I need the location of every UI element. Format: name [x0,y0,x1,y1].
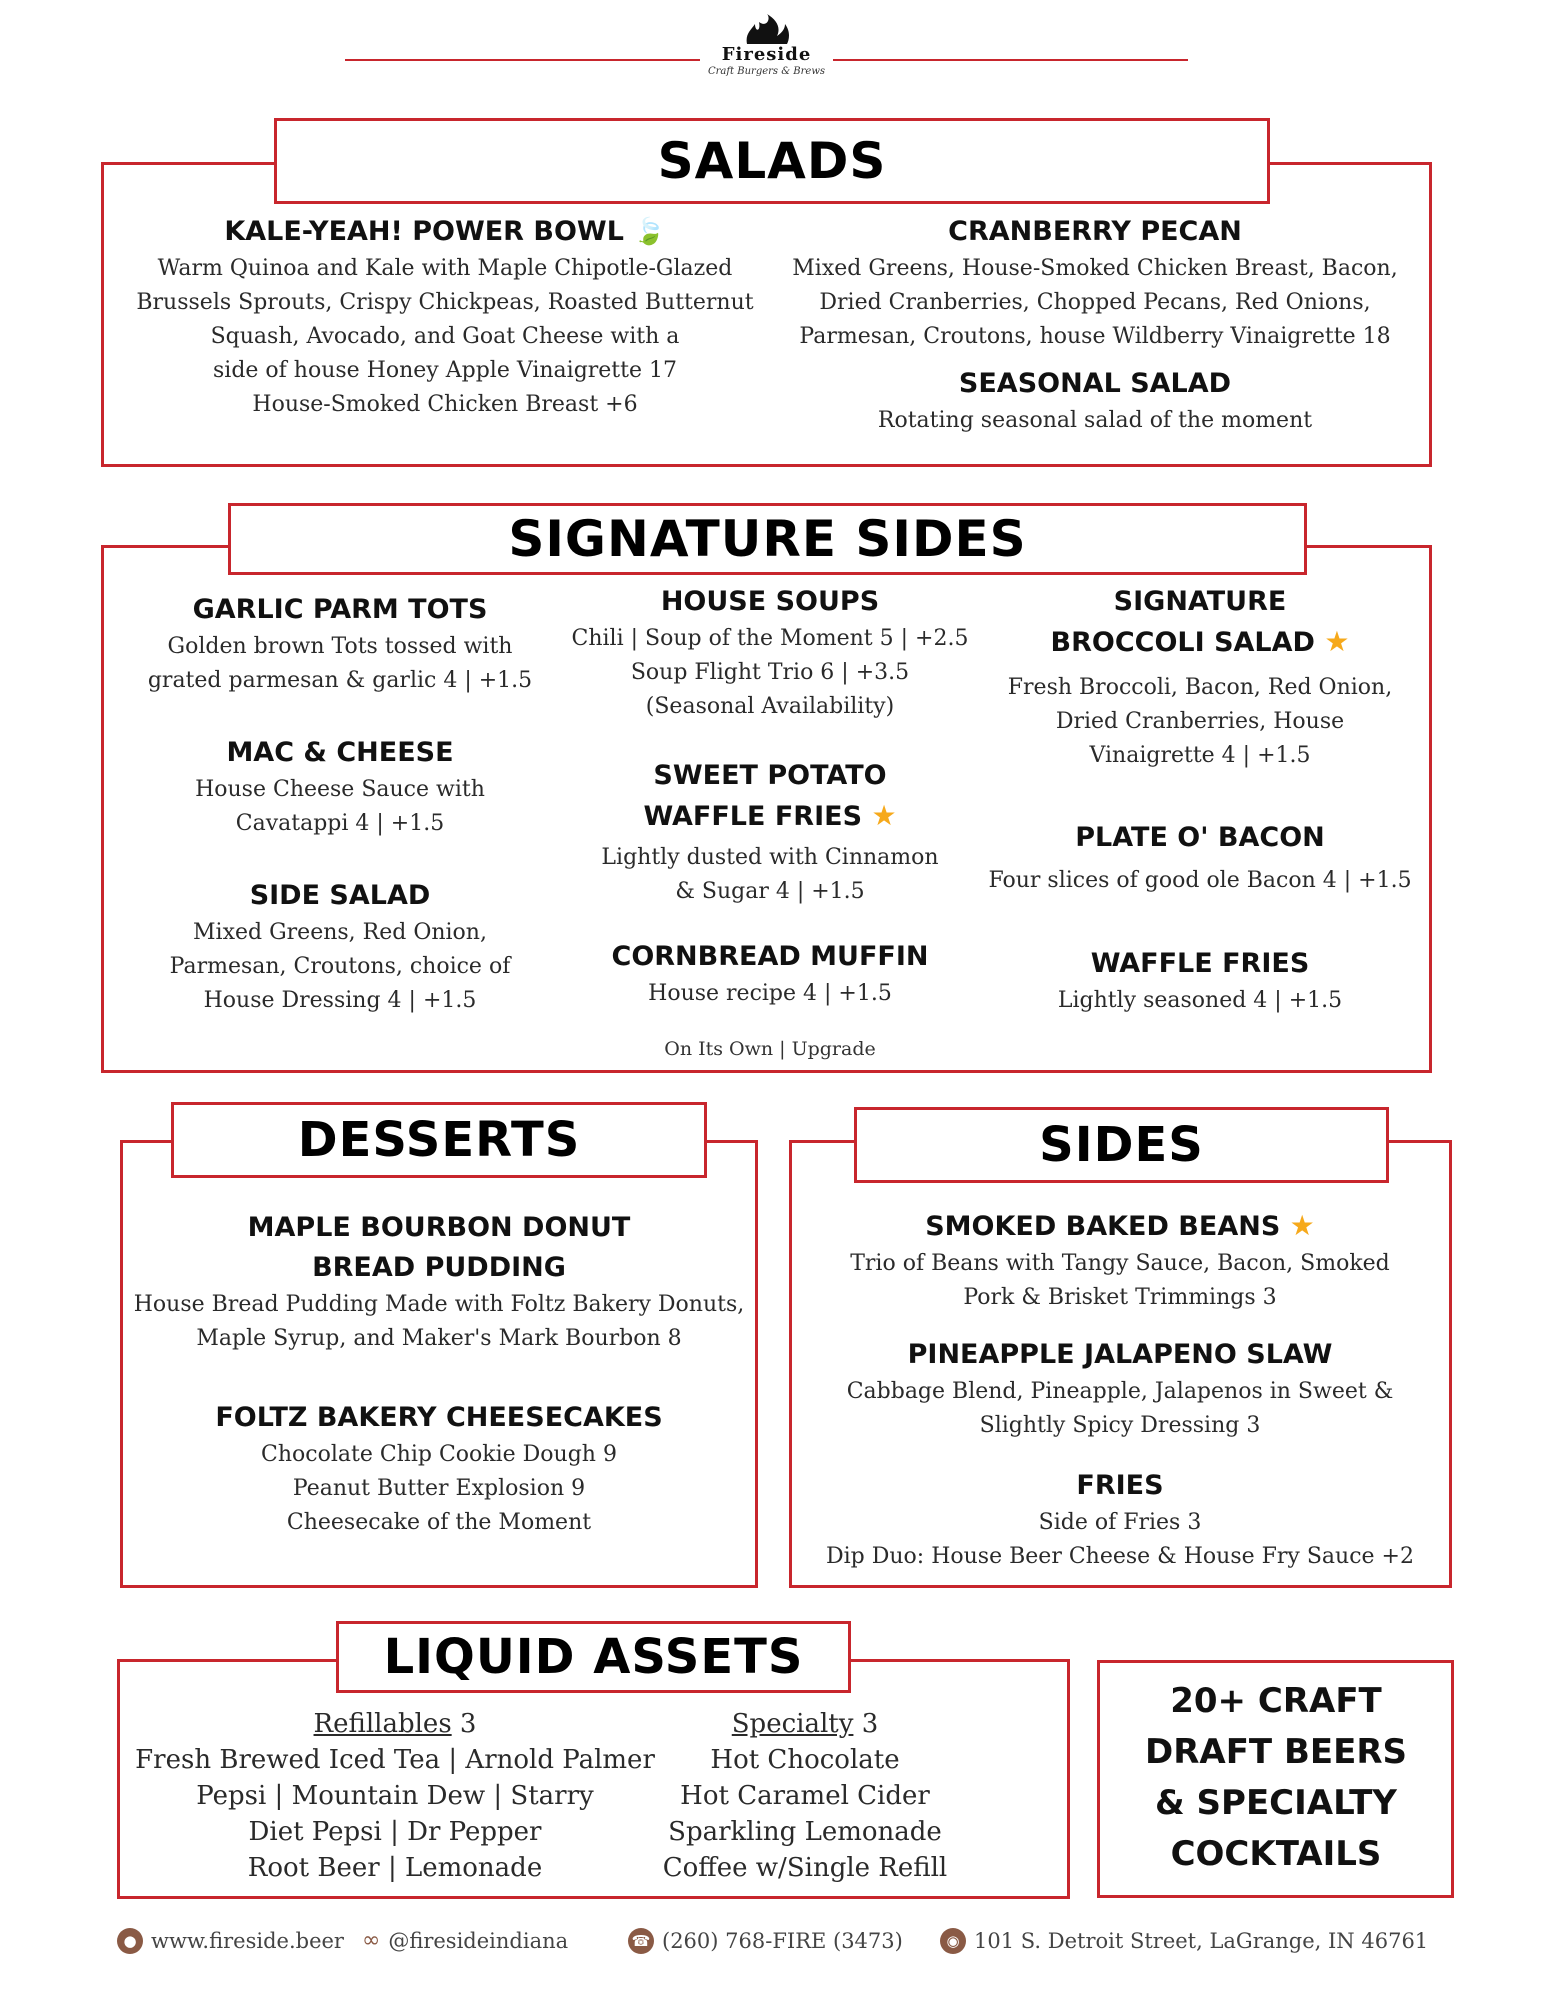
side-salad-desc-3: House Dressing 4 | +1.5 [203,988,477,1013]
cranberry-name: CRANBERRY PECAN [948,216,1242,247]
mac-desc-1: House Cheese Sauce with [195,777,485,802]
kale-desc-2: Brussels Sprouts, Crispy Chickpeas, Roasted Butternut [136,290,754,315]
cranberry-desc-2: Dried Cranberries, Chopped Pecans, Red Onions, [819,290,1371,315]
specialty-heading: Specialty 3 [731,1709,879,1739]
location-pin-icon: ◉ [940,1928,966,1954]
phone-icon: ☎ [628,1928,654,1954]
side-salad-item [120,876,560,1018]
logo [700,14,833,90]
seasonal-item [780,364,1410,438]
sweet-potato-name-1: SWEET POTATO [653,760,887,791]
broccoli-desc-3: Vinaigrette 4 | +1.5 [1089,743,1311,768]
star-icon: ★ [1324,625,1350,658]
fries-name: FRIES [1076,1470,1164,1501]
side-salad-desc-2: Parmesan, Croutons, choice of [169,954,511,979]
cranberry-item [780,212,1410,354]
beans-desc-1: Trio of Beans with Tangy Sauce, Bacon, Smoked [850,1251,1390,1276]
bacon-item [980,818,1420,898]
pudding-desc-1: House Bread Pudding Made with Foltz Bakery Donuts, [133,1292,745,1317]
pudding-name-1: MAPLE BOURBON DONUT [247,1212,631,1243]
fries-desc-2: Dip Duo: House Beer Cheese & House Fry Sauce +2 [826,1544,1414,1569]
footer-web[interactable] [117,1928,344,1954]
mac-desc-2: Cavatappi 4 | +1.5 [235,811,445,836]
globe-icon: ● [117,1928,143,1954]
slaw-desc-2: Slightly Spicy Dressing 3 [979,1413,1261,1438]
signature-note: On Its Own | Upgrade [664,1038,876,1060]
side-salad-desc-1: Mixed Greens, Red Onion, [193,920,487,945]
special-line-2: Hot Caramel Cider [680,1781,930,1811]
seasonal-name: SEASONAL SALAD [958,368,1232,399]
cranberry-desc-3: Parmesan, Croutons, house Wildberry Vinaigrette 18 [799,324,1391,349]
mac-item [120,733,560,841]
kale-desc-5: House-Smoked Chicken Breast +6 [252,392,638,417]
cheesecakes-name: FOLTZ BAKERY CHEESECAKES [215,1402,663,1433]
slaw-item [795,1335,1445,1443]
cheesecakes-item [125,1398,753,1540]
sweet-potato-name-2: WAFFLE FRIES ★ [643,799,897,832]
footer-web-text: www.fireside.beer [151,1929,344,1953]
kale-name: KALE-YEAH! POWER BOWL 🍃 [224,216,666,247]
broccoli-desc-2: Dried Cranberries, House [1055,709,1345,734]
craft-line-1: 20+ CRAFT [1170,1681,1382,1721]
cranberry-desc-1: Mixed Greens, House-Smoked Chicken Breast, Bacon, [792,256,1398,281]
footer-social-text: @firesideindiana [388,1928,569,1953]
beans-name: SMOKED BAKED BEANS ★ [925,1209,1315,1242]
refillables-heading: Refillables 3 [313,1709,477,1739]
beans-desc-2: Pork & Brisket Trimmings 3 [963,1285,1277,1310]
fries-item [795,1466,1445,1574]
beans-item [795,1206,1445,1315]
slaw-desc-1: Cabbage Blend, Pineapple, Jalapenos in Sweet & [846,1379,1394,1404]
footer-address[interactable] [940,1928,1428,1954]
star-icon: ★ [871,799,897,832]
liquid-title: LIQUID ASSETS [336,1621,851,1693]
cheesecakes-desc-2: Peanut Butter Explosion 9 [292,1476,586,1501]
sweet-potato-desc-1: Lightly dusted with Cinnamon [601,845,939,870]
pudding-desc-2: Maple Syrup, and Maker's Mark Bourbon 8 [196,1326,682,1351]
tots-item [120,590,560,698]
craft-line-3: & SPECIALTY [1155,1783,1397,1823]
broccoli-name-1: SIGNATURE [1113,586,1287,617]
logo-name: Fireside [721,44,812,65]
tots-name: GARLIC PARM TOTS [192,594,488,625]
header-rule-left [345,59,700,61]
footer-phone-text: (260) 768-FIRE (3473) [662,1929,903,1953]
soups-item [555,582,985,724]
seasonal-desc: Rotating seasonal salad of the moment [877,408,1313,433]
bacon-desc: Four slices of good ole Bacon 4 | +1.5 [988,868,1412,893]
craft-line-4: COCKTAILS [1170,1834,1382,1874]
sides-title: SIDES [854,1107,1389,1183]
special-line-4: Coffee w/Single Refill [662,1853,948,1883]
refill-line-4: Root Beer | Lemonade [247,1853,543,1883]
tots-desc-2: grated parmesan & garlic 4 | +1.5 [147,668,533,693]
logo-tagline: Craft Burgers & Brews [707,66,826,77]
tots-desc-1: Golden brown Tots tossed with [167,634,513,659]
footer-address-text: 101 S. Detroit Street, LaGrange, IN 46761 [974,1929,1429,1953]
refillables-col [135,1706,655,1886]
soups-desc-2: Soup Flight Trio 6 | +3.5 [630,660,910,685]
soups-desc-3: (Seasonal Availability) [645,694,895,719]
refill-line-2: Pepsi | Mountain Dew | Starry [196,1781,594,1811]
kale-desc-1: Warm Quinoa and Kale with Maple Chipotle-Glazed [157,256,733,281]
muffin-desc: House recipe 4 | +1.5 [648,981,892,1006]
specialty-col [655,1706,955,1886]
broccoli-desc-1: Fresh Broccoli, Bacon, Red Onion, [1007,675,1393,700]
craft-text [1100,1676,1452,1880]
social-icon: ∞ [362,1928,381,1953]
kale-item [130,212,760,422]
waffle-item [980,944,1420,1018]
star-icon: ★ [1289,1209,1315,1242]
header-rule-right [833,59,1188,61]
pudding-item [125,1208,753,1356]
desserts-title: DESSERTS [171,1102,707,1178]
soups-desc-1: Chili | Soup of the Moment 5 | +2.5 [571,626,969,651]
cheesecakes-desc-1: Chocolate Chip Cookie Dough 9 [261,1442,617,1467]
salads-title: SALADS [274,118,1270,204]
fries-desc-1: Side of Fries 3 [1038,1510,1202,1535]
signature-title: SIGNATURE SIDES [228,503,1307,575]
broccoli-item [980,582,1420,773]
side-salad-name: SIDE SALAD [249,880,431,911]
leaf-icon: 🍃 [633,217,666,247]
pudding-name-2: BREAD PUDDING [312,1252,566,1283]
waffle-desc: Lightly seasoned 4 | +1.5 [1057,988,1343,1013]
slaw-name: PINEAPPLE JALAPENO SLAW [907,1339,1333,1370]
cheesecakes-desc-3: Cheesecake of the Moment [286,1510,592,1535]
refill-line-3: Diet Pepsi | Dr Pepper [248,1817,542,1847]
special-line-3: Sparkling Lemonade [668,1817,942,1847]
soups-name: HOUSE SOUPS [660,586,880,617]
kale-desc-3: Squash, Avocado, and Goat Cheese with a [210,324,680,349]
sweet-potato-item [555,756,985,909]
refill-line-1: Fresh Brewed Iced Tea | Arnold Palmer [135,1745,655,1775]
muffin-item [555,937,985,1011]
bacon-name: PLATE O' BACON [1075,822,1325,853]
muffin-name: CORNBREAD MUFFIN [611,941,929,972]
special-line-1: Hot Chocolate [710,1745,900,1775]
footer-social[interactable] [362,1928,568,1953]
broccoli-name-2: BROCCOLI SALAD ★ [1050,625,1350,658]
sweet-potato-desc-2: & Sugar 4 | +1.5 [675,879,865,904]
mac-name: MAC & CHEESE [226,737,454,768]
flame-icon [737,14,797,44]
waffle-name: WAFFLE FRIES [1090,948,1310,979]
kale-desc-4: side of house Honey Apple Vinaigrette 17 [213,358,677,383]
craft-line-2: DRAFT BEERS [1144,1732,1407,1772]
footer-phone[interactable] [628,1928,903,1954]
